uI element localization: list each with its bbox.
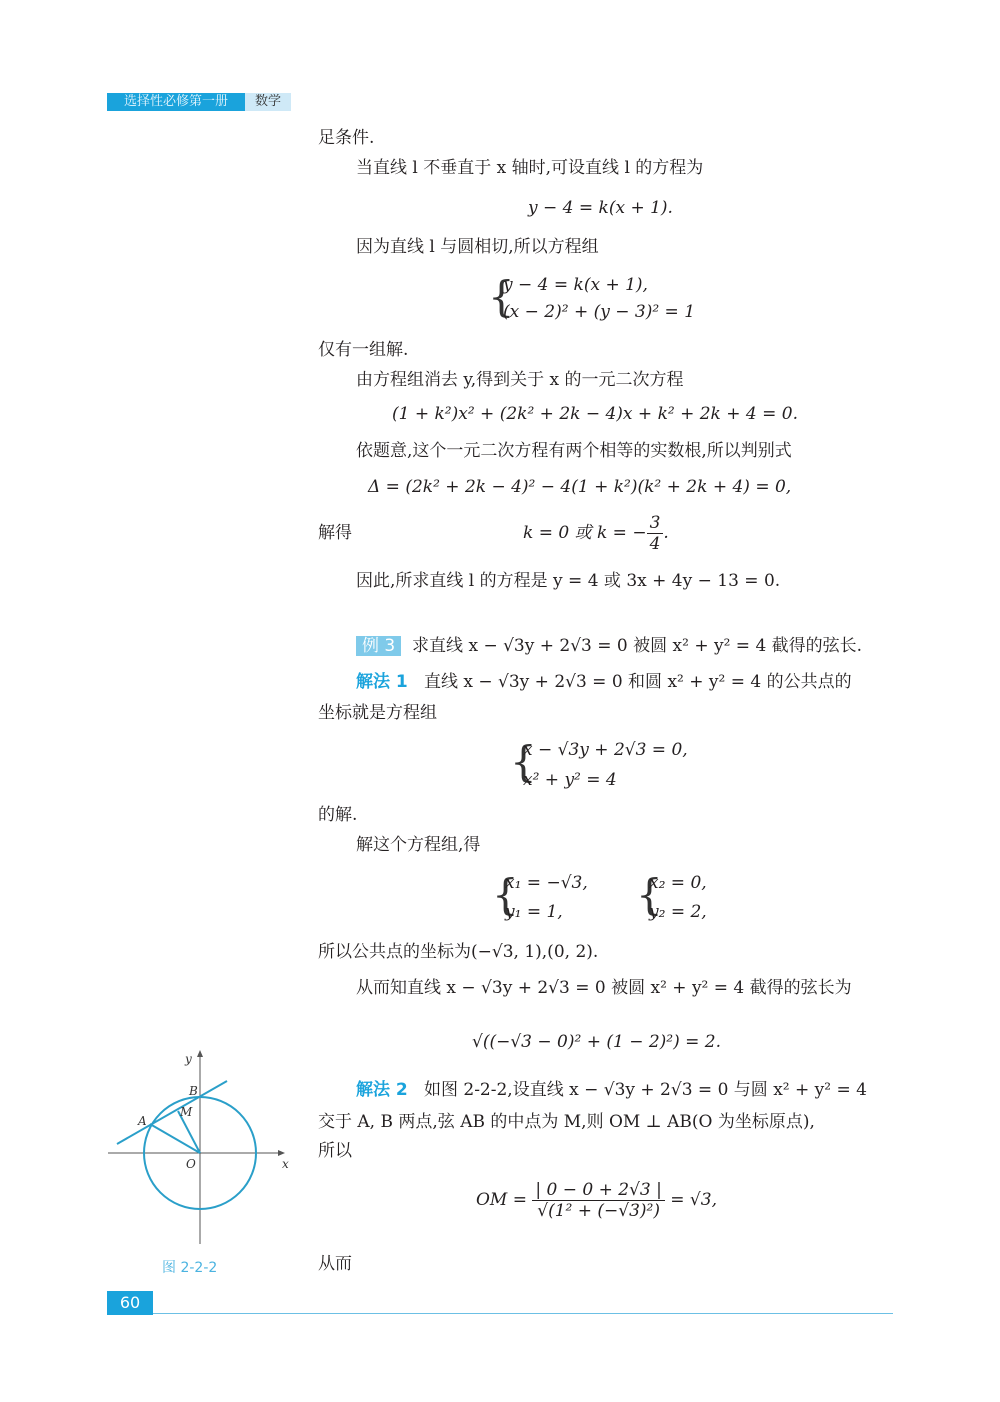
x-arrow-icon xyxy=(278,1150,285,1156)
text-line: 足条件. xyxy=(318,128,375,148)
text-line: 当直线 l 不垂直于 x 轴时,可设直线 l 的方程为 xyxy=(356,158,704,178)
equation: (1 + k²)x² + (2k² + 2k − 4)x + k² + 2k + 4 = 0. xyxy=(392,404,798,424)
text-line: 解得 xyxy=(318,523,352,543)
text-line: 由方程组消去 y,得到关于 x 的一元二次方程 xyxy=(356,370,684,390)
figure-caption: 图 2-2-2 xyxy=(162,1260,218,1276)
brace: { xyxy=(488,272,515,321)
text-line: 从而 xyxy=(318,1254,352,1274)
brace: { xyxy=(510,737,537,786)
denominator: √(1² + (−√3)²) xyxy=(537,1201,661,1221)
denominator: 4 xyxy=(649,534,661,554)
text-line: 从而知直线 x − √3y + 2√3 = 0 被圆 x² + y² = 4 截得的弦长为 xyxy=(356,978,852,998)
equation: x − √3y + 2√3 = 0, xyxy=(523,740,688,760)
numerator: 3 xyxy=(647,513,664,534)
equation: √((−√3 − 0)² + (1 − 2)²) = 2. xyxy=(472,1032,722,1052)
equation: Δ = (2k² + 2k − 4)² − 4(1 + k²)(k² + 2k + 4) = 0, xyxy=(368,477,792,497)
equation: x₂ = 0, xyxy=(649,873,707,893)
text-line: 仅有一组解. xyxy=(318,340,409,360)
chord-line xyxy=(117,1081,227,1144)
text-line: 所以公共点的坐标为(−√3, 1),(0, 2). xyxy=(318,942,599,962)
brace: { xyxy=(636,870,663,919)
text-line: 的解. xyxy=(318,805,358,825)
text-line: 因为直线 l 与圆相切,所以方程组 xyxy=(356,237,599,257)
equation: x² + y² = 4 xyxy=(523,770,617,790)
equation-part: k = 0 或 k = − xyxy=(523,523,647,543)
brace: { xyxy=(492,870,519,919)
equation: y − 4 = k(x + 1). xyxy=(528,198,673,218)
equation-part: = √3, xyxy=(670,1190,717,1210)
subject-tab: 数学 xyxy=(245,93,291,111)
equation-part: OM = xyxy=(476,1190,527,1210)
y-label: y xyxy=(185,1052,192,1066)
origin-label: O xyxy=(186,1157,196,1171)
equation: x₁ = −√3, xyxy=(505,873,588,893)
solution-tag: 解法 1 xyxy=(356,672,408,692)
text-line: 坐标就是方程组 xyxy=(318,703,437,723)
equation: (x − 2)² + (y − 3)² = 1 xyxy=(503,302,696,322)
solution-text: 如图 2-2-2,设直线 x − √3y + 2√3 = 0 与圆 x² + y² = 4 xyxy=(423,1080,867,1100)
text-line: 因此,所求直线 l 的方程是 y = 4 或 3x + 4y − 13 = 0. xyxy=(356,571,781,591)
equation: y₁ = 1, xyxy=(505,902,563,922)
equation: y − 4 = k(x + 1), xyxy=(503,275,648,295)
text-line: 依题意,这个一元二次方程有两个相等的实数根,所以判别式 xyxy=(356,441,792,461)
y-arrow-icon xyxy=(197,1050,203,1057)
numerator: | 0 − 0 + 2√3 | xyxy=(532,1180,664,1201)
equation-part: . xyxy=(663,523,669,543)
example-text: 求直线 x − √3y + 2√3 = 0 被圆 x² + y² = 4 截得的弦长. xyxy=(412,636,863,656)
point-a-label: A xyxy=(138,1114,147,1128)
point-m-label: M xyxy=(180,1105,193,1119)
example-tag: 例 3 xyxy=(356,636,401,656)
footer-rule xyxy=(153,1313,893,1314)
point-b-label: B xyxy=(189,1084,198,1098)
solution-tag: 解法 2 xyxy=(356,1080,408,1100)
text-line: 交于 A, B 两点,弦 AB 的中点为 M,则 OM ⊥ AB(O 为坐标原点), xyxy=(318,1112,815,1132)
book-title-tab: 选择性必修第一册 xyxy=(107,93,245,111)
text-line: 解这个方程组,得 xyxy=(356,835,481,855)
equation: y₂ = 2, xyxy=(649,902,707,922)
solution-text: 直线 x − √3y + 2√3 = 0 和圆 x² + y² = 4 的公共点的 xyxy=(423,672,852,692)
text-line: 所以 xyxy=(318,1141,352,1161)
page-number: 60 xyxy=(107,1291,153,1315)
x-label: x xyxy=(282,1157,289,1171)
